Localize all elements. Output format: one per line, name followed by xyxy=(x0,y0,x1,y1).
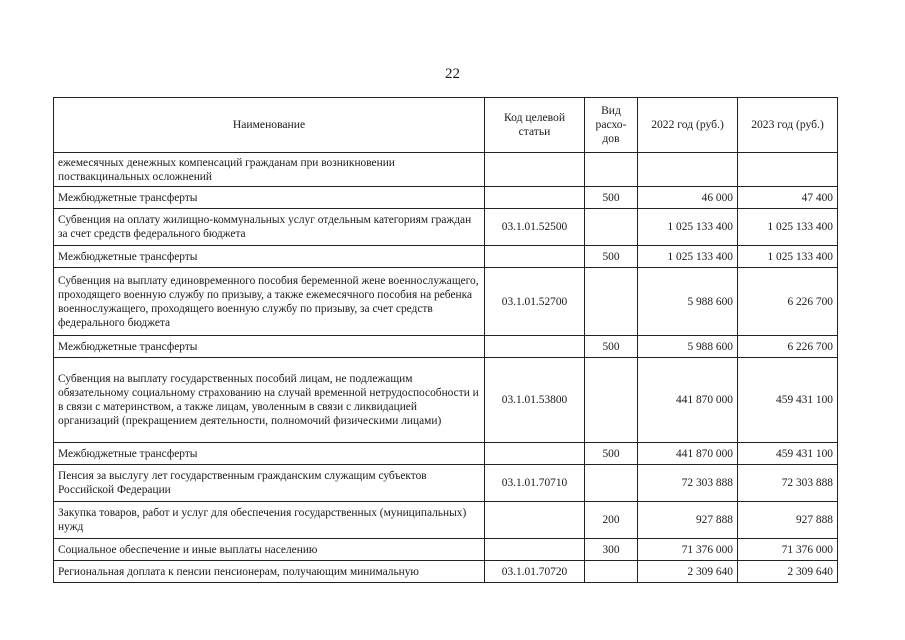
row-2023: 459 431 100 xyxy=(738,358,838,443)
row-type: 300 xyxy=(585,539,638,561)
row-code xyxy=(485,246,585,268)
header-name: Наименование xyxy=(54,98,485,153)
budget-table xyxy=(53,97,838,583)
row-2022: 2 309 640 xyxy=(638,561,738,583)
header-type: Вид расхо-дов xyxy=(585,98,638,153)
row-2023: 6 226 700 xyxy=(738,336,838,358)
row-code xyxy=(485,187,585,209)
row-code: 03.1.01.70710 xyxy=(485,465,585,502)
row-2022: 5 988 600 xyxy=(638,336,738,358)
table-row xyxy=(54,153,838,187)
row-2022: 46 000 xyxy=(638,187,738,209)
row-code: 03.1.01.53800 xyxy=(485,358,585,443)
table-row xyxy=(54,539,838,561)
row-name: Региональная доплата к пенсии пенсионерам, получающим минимальную xyxy=(54,561,485,583)
table-row xyxy=(54,502,838,539)
header-2022: 2022 год (руб.) xyxy=(638,98,738,153)
row-2022: 1 025 133 400 xyxy=(638,209,738,246)
row-type xyxy=(585,268,638,336)
row-2022: 441 870 000 xyxy=(638,358,738,443)
row-name: Субвенция на оплату жилищно-коммунальных услуг отдельным категориям граждан за счет средств федерального бюджета xyxy=(54,209,485,246)
page-number: 22 xyxy=(445,66,460,82)
row-2023: 459 431 100 xyxy=(738,443,838,465)
row-2023 xyxy=(738,153,838,187)
table-row xyxy=(54,268,838,336)
row-name: Субвенция на выплату единовременного пособия беременной жене военнослужащего, проходящего военную службу по призыву, а также ежемесячного пособия на ребенка военнослужащего, проходящего военную службу по призыву, за счет средств федерального бюджета xyxy=(54,268,485,336)
row-type: 500 xyxy=(585,187,638,209)
row-2022: 441 870 000 xyxy=(638,443,738,465)
row-name: Пенсия за выслугу лет государственным гражданским служащим субъектов Российской Федерации xyxy=(54,465,485,502)
row-code: 03.1.01.52500 xyxy=(485,209,585,246)
row-code xyxy=(485,502,585,539)
table-row xyxy=(54,561,838,583)
row-2023: 72 303 888 xyxy=(738,465,838,502)
table-row xyxy=(54,187,838,209)
row-name: Межбюджетные трансферты xyxy=(54,187,485,209)
row-name: Межбюджетные трансферты xyxy=(54,336,485,358)
table-row xyxy=(54,246,838,268)
row-2023: 927 888 xyxy=(738,502,838,539)
header-2023: 2023 год (руб.) xyxy=(738,98,838,153)
row-type xyxy=(585,465,638,502)
row-type xyxy=(585,358,638,443)
row-2022 xyxy=(638,153,738,187)
row-2023: 1 025 133 400 xyxy=(738,246,838,268)
row-2023: 1 025 133 400 xyxy=(738,209,838,246)
row-2023: 47 400 xyxy=(738,187,838,209)
table-row xyxy=(54,443,838,465)
row-code: 03.1.01.52700 xyxy=(485,268,585,336)
row-type: 500 xyxy=(585,443,638,465)
table-row xyxy=(54,465,838,502)
table-header-row xyxy=(54,98,838,153)
row-type xyxy=(585,209,638,246)
row-2022: 72 303 888 xyxy=(638,465,738,502)
row-name: Межбюджетные трансферты xyxy=(54,443,485,465)
row-code xyxy=(485,336,585,358)
table-row xyxy=(54,209,838,246)
row-name: Межбюджетные трансферты xyxy=(54,246,485,268)
row-2022: 927 888 xyxy=(638,502,738,539)
row-name: ежемесячных денежных компенсаций гражданам при возникновении поствакцинальных осложнений xyxy=(54,153,485,187)
table-row xyxy=(54,358,838,443)
row-2022: 5 988 600 xyxy=(638,268,738,336)
row-code xyxy=(485,539,585,561)
row-type: 200 xyxy=(585,502,638,539)
row-2022: 71 376 000 xyxy=(638,539,738,561)
row-code xyxy=(485,153,585,187)
row-name: Субвенция на выплату государственных пособий лицам, не подлежащим обязательному социальному страхованию на случай временной нетрудоспособности и в связи с материнством, а также лицам, уволенным в связи с ликвидацией организаций (прекращением деятельности, полномочий физическими лицами) xyxy=(54,358,485,443)
row-type: 500 xyxy=(585,336,638,358)
row-code: 03.1.01.70720 xyxy=(485,561,585,583)
header-code: Код целевой статьи xyxy=(485,98,585,153)
row-name: Закупка товаров, работ и услуг для обеспечения государственных (муниципальных) нужд xyxy=(54,502,485,539)
row-2023: 2 309 640 xyxy=(738,561,838,583)
row-code xyxy=(485,443,585,465)
table-row xyxy=(54,336,838,358)
row-name: Социальное обеспечение и иные выплаты населению xyxy=(54,539,485,561)
row-2023: 71 376 000 xyxy=(738,539,838,561)
row-type: 500 xyxy=(585,246,638,268)
row-2022: 1 025 133 400 xyxy=(638,246,738,268)
row-2023: 6 226 700 xyxy=(738,268,838,336)
row-type xyxy=(585,153,638,187)
row-type xyxy=(585,561,638,583)
